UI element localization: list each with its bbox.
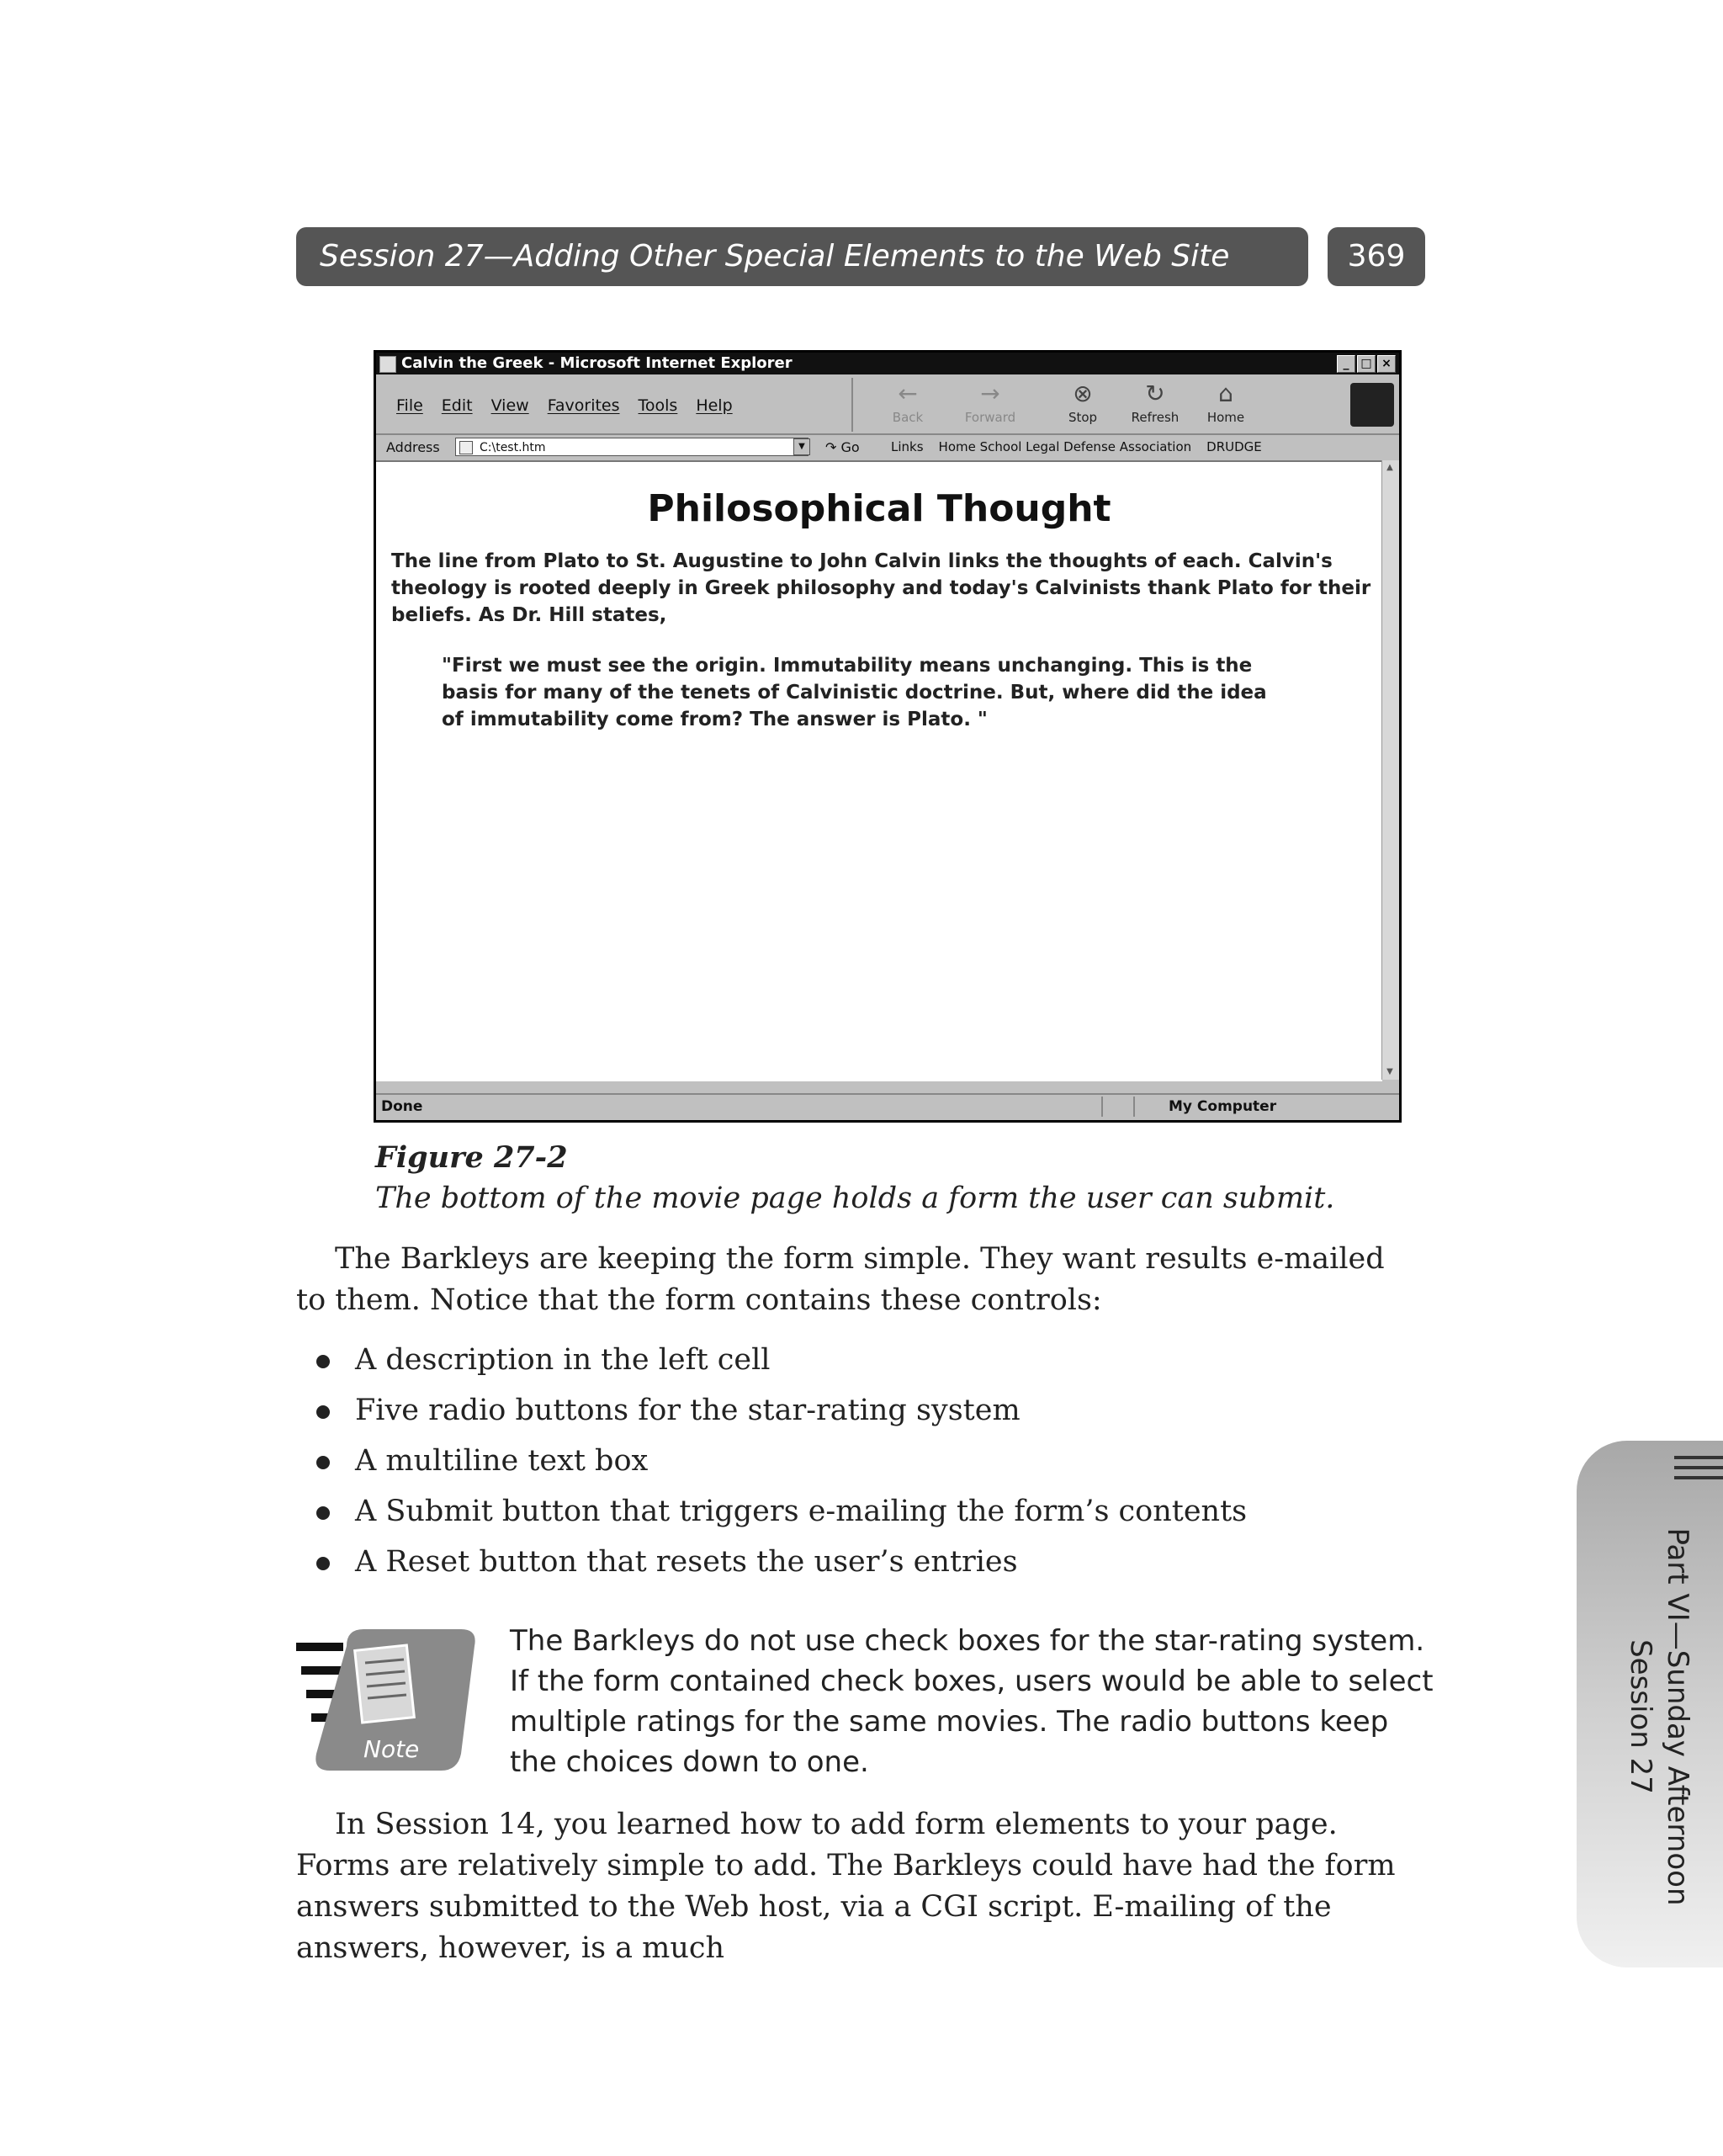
back-arrow-icon: ← <box>898 380 918 407</box>
figure-label: Figure 27-2 <box>375 1140 568 1175</box>
back-button[interactable] <box>874 378 941 433</box>
minimize-button[interactable]: _ <box>1337 355 1355 373</box>
address-input[interactable] <box>455 438 808 456</box>
refresh-button[interactable] <box>1121 378 1189 433</box>
figure-caption-text: The bottom of the movie page holds a form the user can submit. <box>375 1182 1335 1215</box>
ie-page-icon <box>379 356 396 373</box>
address-bar <box>376 433 1399 462</box>
window-titlebar <box>376 353 1399 374</box>
refresh-icon: ↻ <box>1145 380 1165 407</box>
home-label: Home <box>1206 410 1245 425</box>
page-paragraph: The line from Plato to St. Augustine to John Calvin links the thoughts of each. Calvin's theology is rooted deeply in Greek philosophy and today's Calvinists thank Plato for their beliefs. As Dr. Hill states, <box>391 550 1371 626</box>
page-quote: "First we must see the origin. Immutability means unchanging. This is the basis for many of the tenets of Calvinistic doctrine. But, where did the idea of immutability come from? The answer is Plato. " <box>442 655 1267 730</box>
side-tab-text <box>1595 1515 1696 1919</box>
window-title: Calvin the Greek - Microsoft Internet Explorer <box>401 354 793 372</box>
links-bar <box>891 439 1262 454</box>
window-controls <box>1337 355 1396 373</box>
page-content <box>376 460 1382 1081</box>
home-button[interactable] <box>1192 378 1259 433</box>
body-paragraph-1: The Barkleys are keeping the form simple. They want results e-mailed to them. Notice that the form contains these controls: <box>296 1242 1385 1317</box>
list-item: A multiline text box <box>313 1441 1247 1491</box>
refresh-label: Refresh <box>1131 410 1180 425</box>
running-header-title: Session 27—Adding Other Special Elements to the Web Site <box>296 227 1308 286</box>
status-divider <box>1101 1097 1103 1117</box>
links-label[interactable]: Links <box>891 439 924 454</box>
note-icon <box>296 1629 478 1771</box>
scroll-up-icon[interactable]: ▲ <box>1386 463 1393 472</box>
stop-icon: ⊗ <box>1073 380 1093 407</box>
browser-window-screenshot <box>374 350 1402 1123</box>
menu-bar <box>383 374 851 437</box>
figure-caption <box>375 1138 1334 1219</box>
menu-view[interactable]: View <box>490 396 529 415</box>
address-value: C:\test.htm <box>480 441 546 454</box>
msn-logo <box>1350 383 1394 427</box>
menu-tools[interactable]: Tools <box>638 396 678 415</box>
close-button[interactable]: × <box>1377 355 1396 373</box>
status-divider <box>1133 1097 1135 1117</box>
list-item: A Submit button that triggers e-mailing the form’s contents <box>313 1491 1247 1542</box>
vertical-scrollbar[interactable] <box>1381 460 1399 1080</box>
status-bar <box>376 1093 1399 1120</box>
page-icon <box>459 441 473 454</box>
menu-edit[interactable]: Edit <box>441 396 473 415</box>
forward-label: Forward <box>964 410 1016 425</box>
bullet-list <box>313 1340 1247 1592</box>
page-heading: Philosophical Thought <box>647 487 1111 530</box>
menu-file[interactable]: File <box>396 396 423 415</box>
toolbar-separator <box>851 378 853 432</box>
link-drudge[interactable]: DRUDGE <box>1206 439 1262 454</box>
forward-button[interactable] <box>957 378 1024 433</box>
stop-button[interactable] <box>1049 378 1116 433</box>
home-icon: ⌂ <box>1218 380 1233 407</box>
list-item: Five radio buttons for the star-rating system <box>313 1390 1247 1441</box>
status-zone: My Computer <box>1169 1098 1277 1115</box>
link-hslda[interactable]: Home School Legal Defense Association <box>938 439 1192 454</box>
scroll-down-icon[interactable]: ▼ <box>1386 1067 1393 1076</box>
stop-label: Stop <box>1068 410 1098 425</box>
note-label: Note <box>363 1735 420 1763</box>
side-tab-part: Part VI—Sunday Afternoon <box>1661 1527 1694 1906</box>
list-item: A description in the left cell <box>313 1340 1247 1390</box>
forward-arrow-icon: → <box>980 380 1000 407</box>
menu-help[interactable]: Help <box>696 396 733 415</box>
tab-lines <box>1674 1456 1723 1486</box>
address-label: Address <box>386 439 440 455</box>
address-dropdown-button[interactable]: ▼ <box>793 438 810 455</box>
back-label: Back <box>892 410 924 425</box>
page-number: 369 <box>1328 227 1425 286</box>
body-paragraph-2: In Session 14, you learned how to add form elements to your page. Forms are relatively simple to add. The Barkleys could have had the form answers submitted to the Web host, via a CGI script. E-mailing of the answers, however, is a much <box>296 1808 1396 1965</box>
side-tab-session: Session 27 <box>1624 1639 1657 1794</box>
go-arrow-icon: ↷ <box>825 439 837 455</box>
menu-favorites[interactable]: Favorites <box>547 396 620 415</box>
status-text: Done <box>381 1098 423 1115</box>
go-label: Go <box>840 439 860 455</box>
note-text: The Barkleys do not use check boxes for the star-rating system. If the form contained check boxes, users would be able to select multiple ratings for the same movies. The radio buttons keep the choices down to one. <box>510 1624 1434 1779</box>
maximize-button[interactable]: □ <box>1357 355 1376 373</box>
list-item: A Reset button that resets the user’s entries <box>313 1542 1247 1592</box>
go-button[interactable] <box>825 439 860 455</box>
